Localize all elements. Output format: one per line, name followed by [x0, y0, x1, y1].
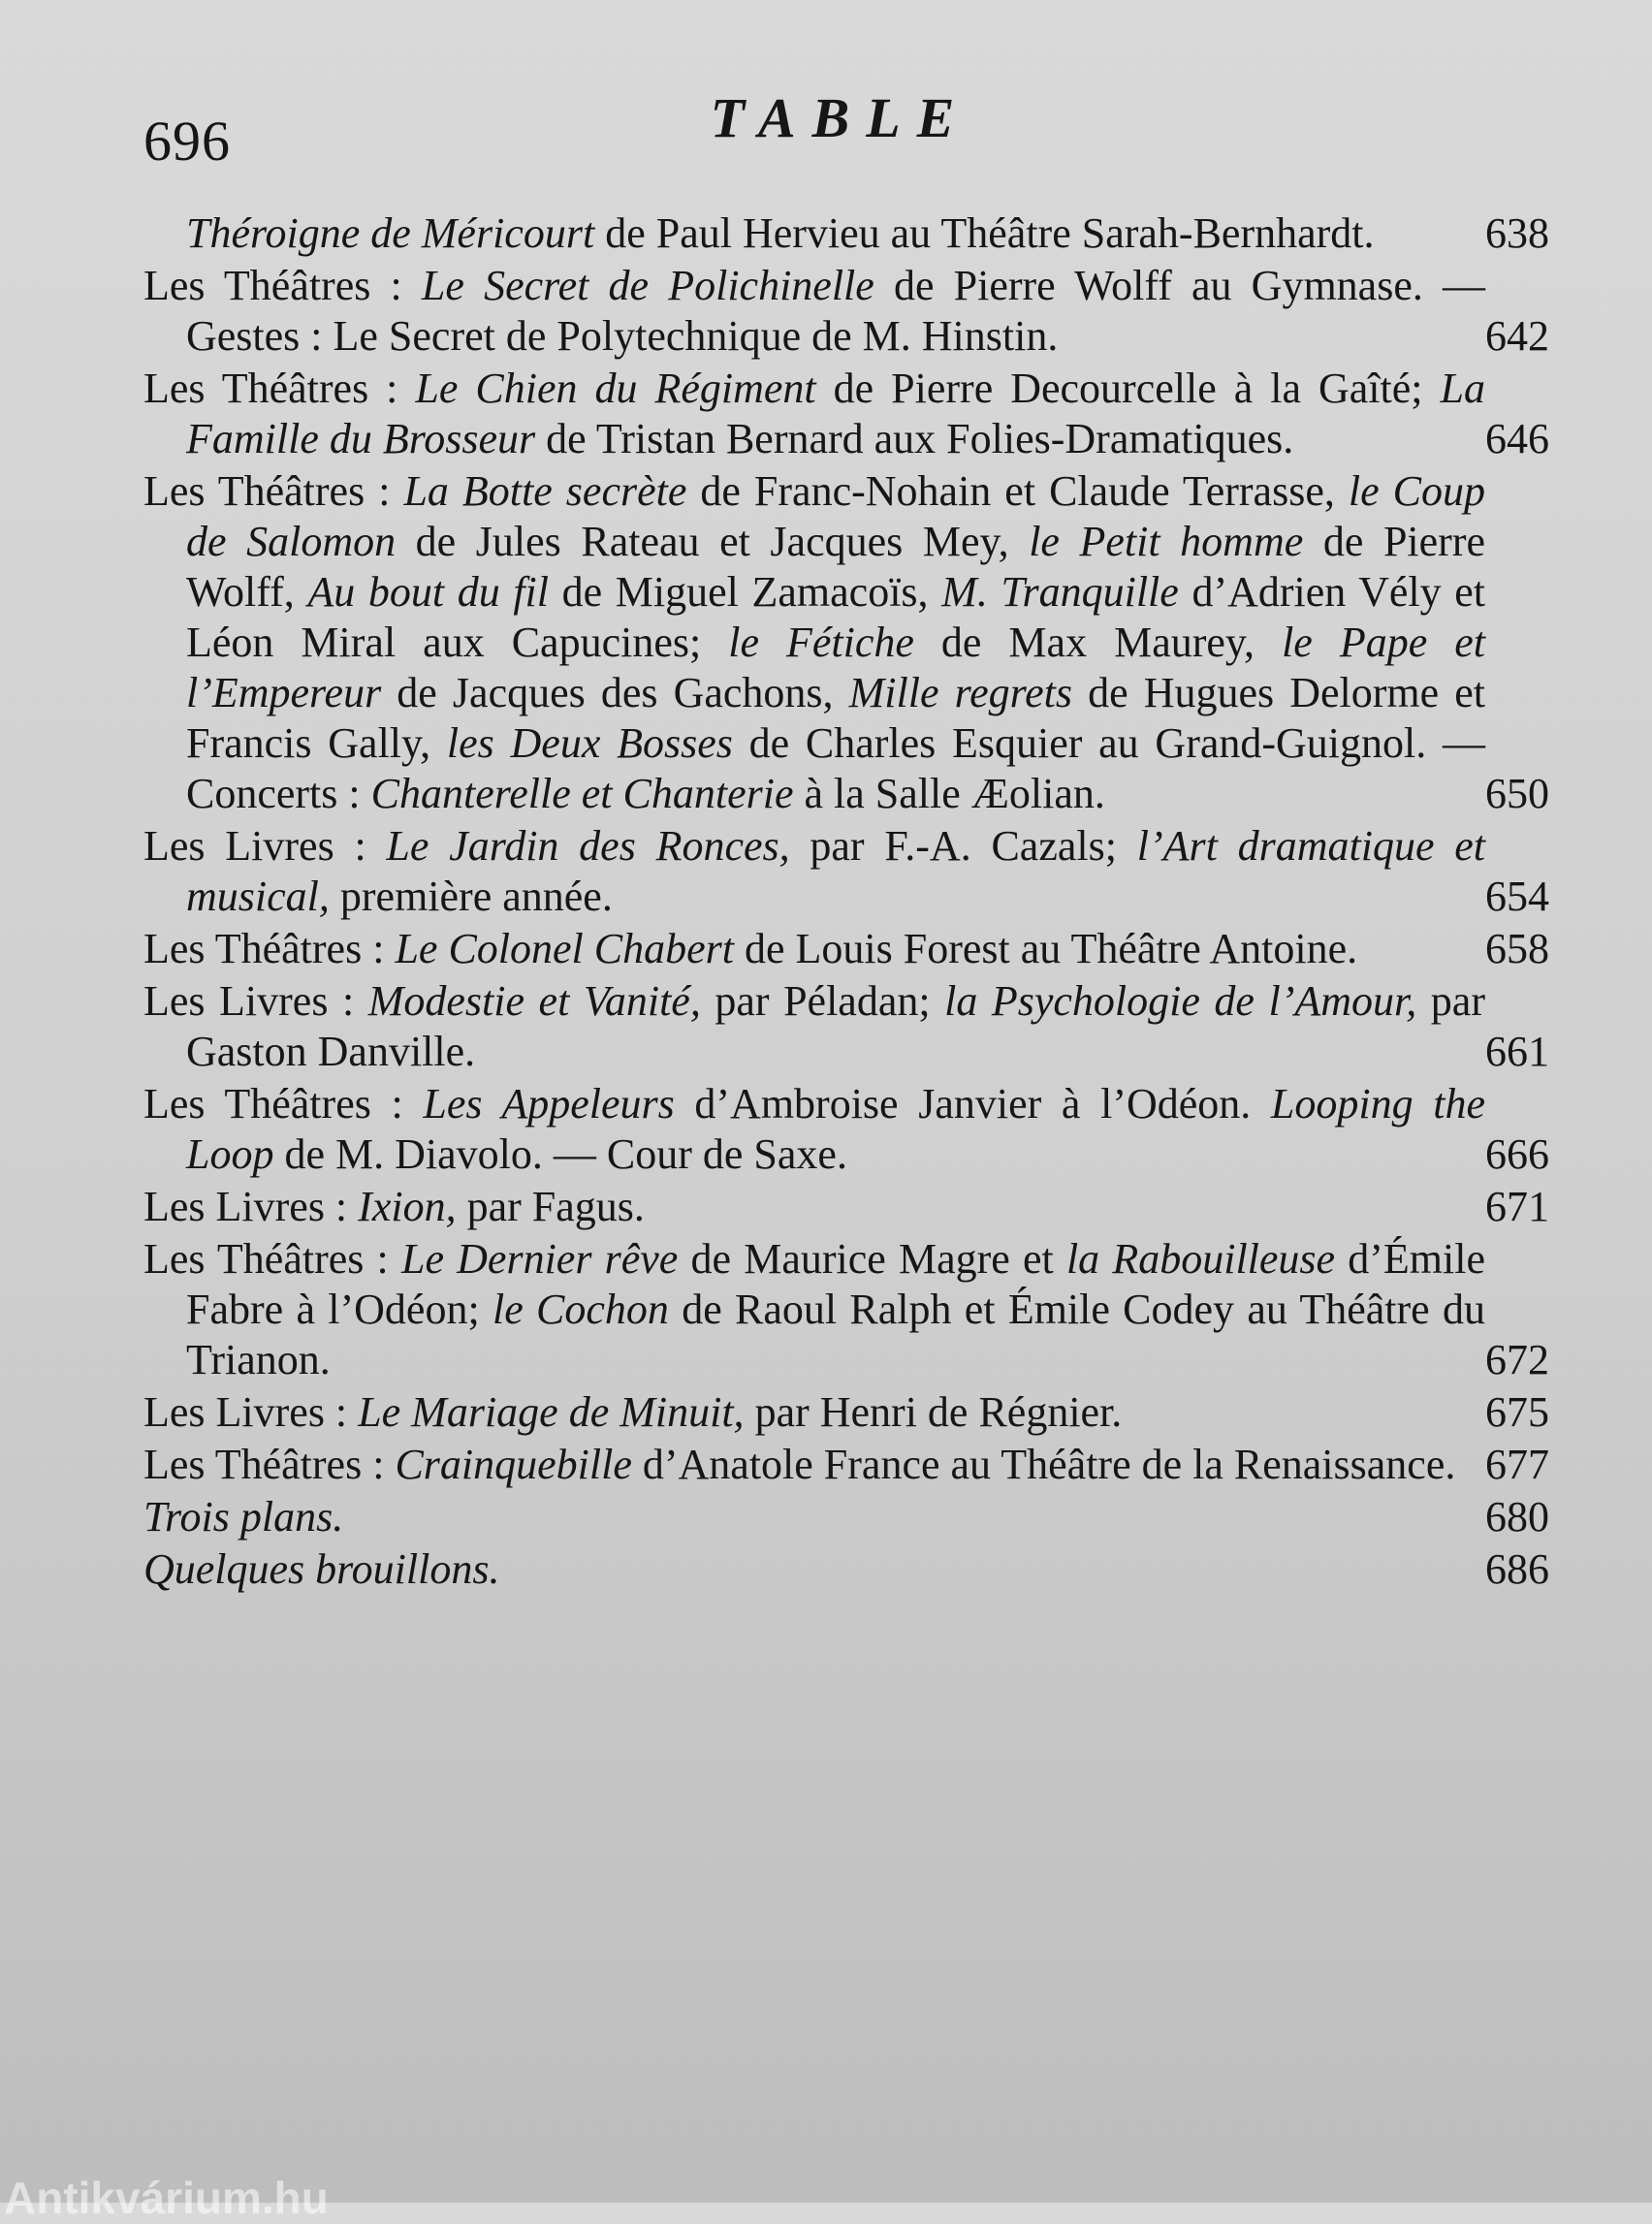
work-title: Modestie et Vanité, — [367, 977, 701, 1025]
entry-segment: Les Théâtres : — [143, 467, 404, 515]
work-title: le Fétiche — [728, 619, 914, 666]
work-title: Le Colonel Chabert — [395, 925, 734, 972]
work-title: les Deux Bosses — [446, 719, 733, 767]
toc-entry-text — [143, 1492, 1485, 1542]
work-title: La Famille du Brosseur — [186, 365, 1485, 462]
toc-page-number: 686 — [1485, 1545, 1549, 1593]
toc-page-number: 638 — [1485, 209, 1549, 257]
toc-entry-text — [143, 208, 1485, 259]
entry-segment: Les Livres : — [143, 977, 368, 1025]
work-title: le Pape et l’Empereur — [186, 619, 1485, 716]
work-title: Ixion, — [358, 1183, 457, 1230]
toc-entry — [143, 261, 1549, 362]
entry-segment: d’Adrien Vély et Léon Miral aux Capucines; — [186, 568, 1486, 666]
work-title: le Petit homme — [1029, 518, 1304, 565]
entry-segment: de M. Diavolo. — Cour de Saxe. — [273, 1130, 847, 1178]
toc-page-number: 642 — [1485, 312, 1549, 360]
work-title: la Rabouilleuse — [1065, 1235, 1336, 1283]
toc-entry — [143, 466, 1549, 819]
entry-segment: de Jacques des Gachons, — [381, 669, 849, 716]
work-title: le Coup de Salomon — [186, 467, 1485, 565]
toc-entry — [143, 976, 1549, 1077]
toc-page-number: 677 — [1485, 1441, 1549, 1488]
entry-segment: de Paul Hervieu au Théâtre Sarah-Bernhardt. — [594, 209, 1375, 257]
toc-page-number: 680 — [1485, 1493, 1549, 1541]
work-title: Le Mariage de Minuit, — [358, 1388, 745, 1436]
toc-page-number: 671 — [1485, 1183, 1549, 1230]
entry-segment: de Miguel Zamacoïs, — [549, 568, 942, 616]
toc-entry — [143, 821, 1549, 922]
entry-segment: de Pierre Decourcelle à la Gaîté; — [815, 365, 1441, 412]
work-title: Mille regrets — [848, 669, 1072, 716]
entry-segment: par Fagus. — [456, 1183, 645, 1230]
entry-segment: première année. — [329, 873, 613, 920]
work-title: Les Appeleurs — [423, 1080, 675, 1128]
toc-entry-text — [143, 1182, 1485, 1232]
work-title: Le Jardin des Ronces, — [386, 822, 790, 870]
toc-page-number: 672 — [1485, 1336, 1549, 1383]
running-head-title: TABLE — [710, 86, 971, 149]
work-title: M. Tranquille — [941, 568, 1179, 616]
toc-entry — [143, 1492, 1549, 1542]
toc-entry — [143, 1440, 1549, 1490]
entry-segment: par Péladan; — [700, 977, 945, 1025]
entry-segment: d’Anatole France au Théâtre de la Renaissance. — [631, 1441, 1456, 1488]
entry-segment: de Raoul Ralph et Émile Codey au Théâtre du Trianon. — [186, 1286, 1485, 1383]
toc-entry-text — [143, 364, 1485, 464]
entry-segment: de Tristan Bernard aux Folies-Dramatiques. — [535, 415, 1294, 462]
toc-entry-text — [143, 466, 1485, 819]
entry-segment: par Gaston Danville. — [186, 977, 1485, 1075]
entry-segment: de Maurice Magre et — [678, 1235, 1066, 1283]
toc-entry-text — [143, 821, 1485, 922]
toc-entry-text — [143, 1544, 1485, 1595]
entry-segment: Les Théâtres : — [143, 262, 422, 309]
entry-segment: par Henri de Régnier. — [744, 1388, 1123, 1436]
entry-segment: de Jules Rateau et Jacques Mey, — [396, 518, 1030, 565]
entry-segment: de Franc-Nohain et Claude Terrasse, — [686, 467, 1349, 515]
toc-page-number: 675 — [1485, 1388, 1549, 1436]
work-title: l’Art dramatique et musical, — [186, 822, 1485, 920]
entry-segment: de Pierre Wolff au Gymnase. — Gestes : Le Secret de Polytechnique de M. Hinstin. — [186, 262, 1486, 360]
watermark-text: Antikvárium.hu — [4, 2173, 329, 2223]
entry-segment: Les Théâtres : — [143, 1235, 401, 1283]
entry-segment: à la Salle Æolian. — [793, 770, 1105, 817]
work-title: Chanterelle et Chanterie — [370, 770, 794, 817]
toc-page-number: 654 — [1485, 873, 1549, 920]
toc-entry — [143, 1544, 1549, 1595]
work-title: Crainquebille — [395, 1441, 632, 1488]
toc-entry-text — [143, 1079, 1485, 1180]
work-title: La Botte secrète — [403, 467, 687, 515]
work-title: Au bout du fil — [307, 568, 550, 616]
page-number: 696 — [143, 110, 231, 173]
work-title: Théroigne de Méricourt — [186, 209, 595, 257]
entry-segment: de Hugues Delorme et Francis Gally, — [186, 669, 1485, 767]
table-of-contents — [143, 208, 1549, 1597]
work-title: le Cochon — [492, 1286, 669, 1333]
entry-segment: de Max Maurey, — [913, 619, 1283, 666]
toc-entry-text — [143, 924, 1485, 974]
toc-entry — [143, 1234, 1549, 1385]
work-title: Trois plans. — [143, 1493, 344, 1541]
work-title: Le Chien du Régiment — [415, 365, 816, 412]
entry-segment: Les Livres : — [143, 1388, 359, 1436]
toc-page-number: 650 — [1485, 770, 1549, 817]
entry-segment: Les Théâtres : — [143, 1441, 396, 1488]
work-title: Looping the Loop — [186, 1080, 1486, 1178]
toc-entry — [143, 364, 1549, 464]
toc-page-number: 646 — [1485, 415, 1549, 462]
entry-segment: Les Livres : — [143, 1183, 359, 1230]
toc-entry-text — [143, 1440, 1485, 1490]
work-title: Le Dernier rêve — [400, 1235, 679, 1283]
toc-page-number: 666 — [1485, 1130, 1549, 1178]
entry-segment: par F.-A. Cazals; — [789, 822, 1137, 870]
entry-segment: Les Livres : — [143, 822, 387, 870]
toc-entry-text — [143, 1387, 1485, 1438]
work-title: la Psychologie de l’Amour, — [944, 977, 1417, 1025]
toc-entry-text — [143, 1234, 1485, 1385]
entry-segment: de Pierre Wolff, — [186, 518, 1485, 616]
toc-entry — [143, 208, 1549, 259]
entry-segment: Les Théâtres : — [143, 925, 396, 972]
toc-page-number: 658 — [1485, 925, 1549, 972]
work-title: Quelques brouillons. — [143, 1545, 500, 1593]
toc-entry — [143, 924, 1549, 974]
entry-segment: de Louis Forest au Théâtre Antoine. — [734, 925, 1358, 972]
entry-segment: d’Ambroise Janvier à l’Odéon. — [674, 1080, 1271, 1128]
toc-entry-text — [143, 976, 1485, 1077]
toc-entry — [143, 1387, 1549, 1438]
entry-segment: d’Émile Fabre à l’Odéon; — [186, 1235, 1485, 1333]
entry-segment: Les Théâtres : — [143, 365, 416, 412]
entry-segment: de Charles Esquier au Grand-Guignol. — Concerts : — [186, 719, 1485, 817]
toc-entry — [143, 1182, 1549, 1232]
toc-entry-text — [143, 261, 1485, 362]
toc-page-number: 661 — [1485, 1028, 1549, 1075]
entry-segment: Les Théâtres : — [143, 1080, 424, 1128]
toc-entry — [143, 1079, 1549, 1180]
work-title: Le Secret de Polichinelle — [421, 262, 874, 309]
